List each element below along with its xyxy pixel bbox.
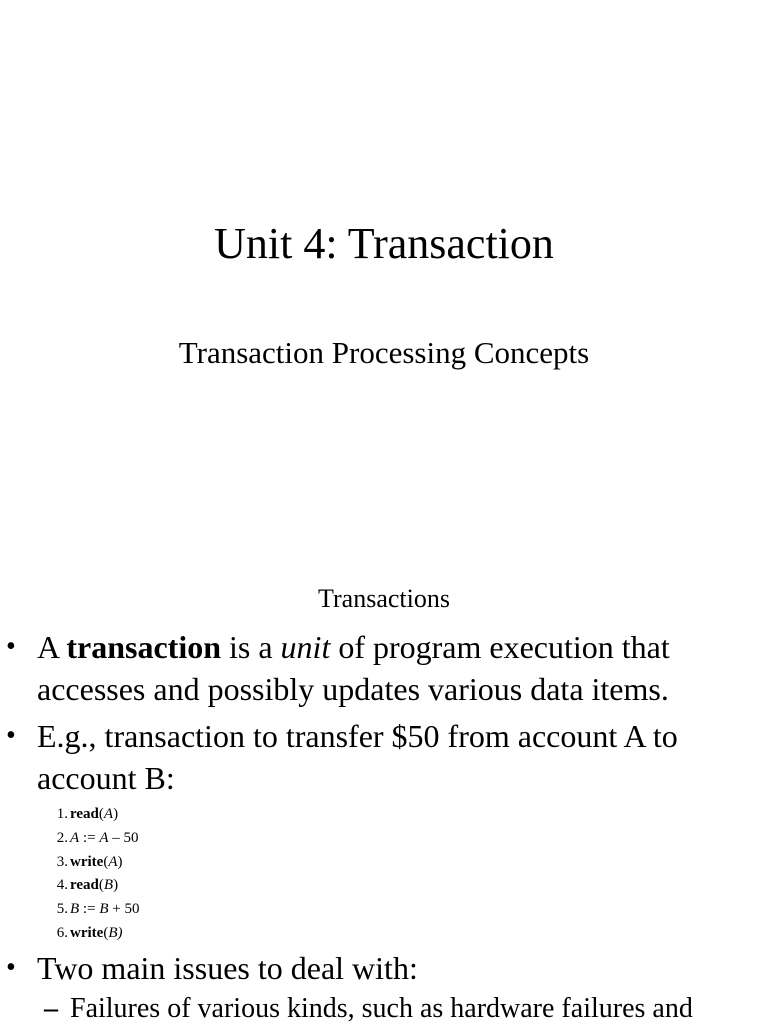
bullet-icon: • [6,631,16,662]
step-code: read(B) [70,877,119,894]
step-code: read(A) [70,806,119,822]
bullet-icon: • [6,720,16,751]
step-code: write(B) [70,924,123,941]
step-item [40,874,139,898]
bullet-icon: • [6,952,16,983]
step-code: B := B + 50 [70,901,140,918]
bullet-line: Two main issues to deal with: [37,950,418,986]
step-code: A := A – 50 [70,829,139,846]
step-item [40,827,139,851]
bullet-line: account B: [37,760,175,796]
step-number: 2. [56,829,68,846]
step-number: 6. [56,924,68,941]
slide-title: Unit 4: Transaction [214,219,554,268]
step-item [40,898,139,922]
sub-bullet-failures [44,992,693,1026]
transactions-slide [0,560,768,1024]
step-item [40,922,139,946]
bullet-line: A transaction is a unit of program execution that [37,629,670,665]
step-number: 5. [56,901,68,918]
bullet-line: E.g., transaction to transfer $50 from account A to [37,718,678,754]
step-number: 1. [56,806,68,822]
step-code: write(A) [70,853,123,870]
step-item [40,851,139,875]
transaction-steps-list [40,803,139,946]
step-number: 3. [56,853,68,870]
step-number: 4. [56,877,68,894]
bullet-line: accesses and possibly updates various data items. [37,671,669,707]
sub-bullet-text: Failures of various kinds, such as hardware failures and [70,993,693,1024]
dash-icon: – [44,993,58,1024]
slide-heading: Transactions [318,584,450,613]
step-item [40,803,139,827]
slide-subtitle: Transaction Processing Concepts [178,335,590,370]
